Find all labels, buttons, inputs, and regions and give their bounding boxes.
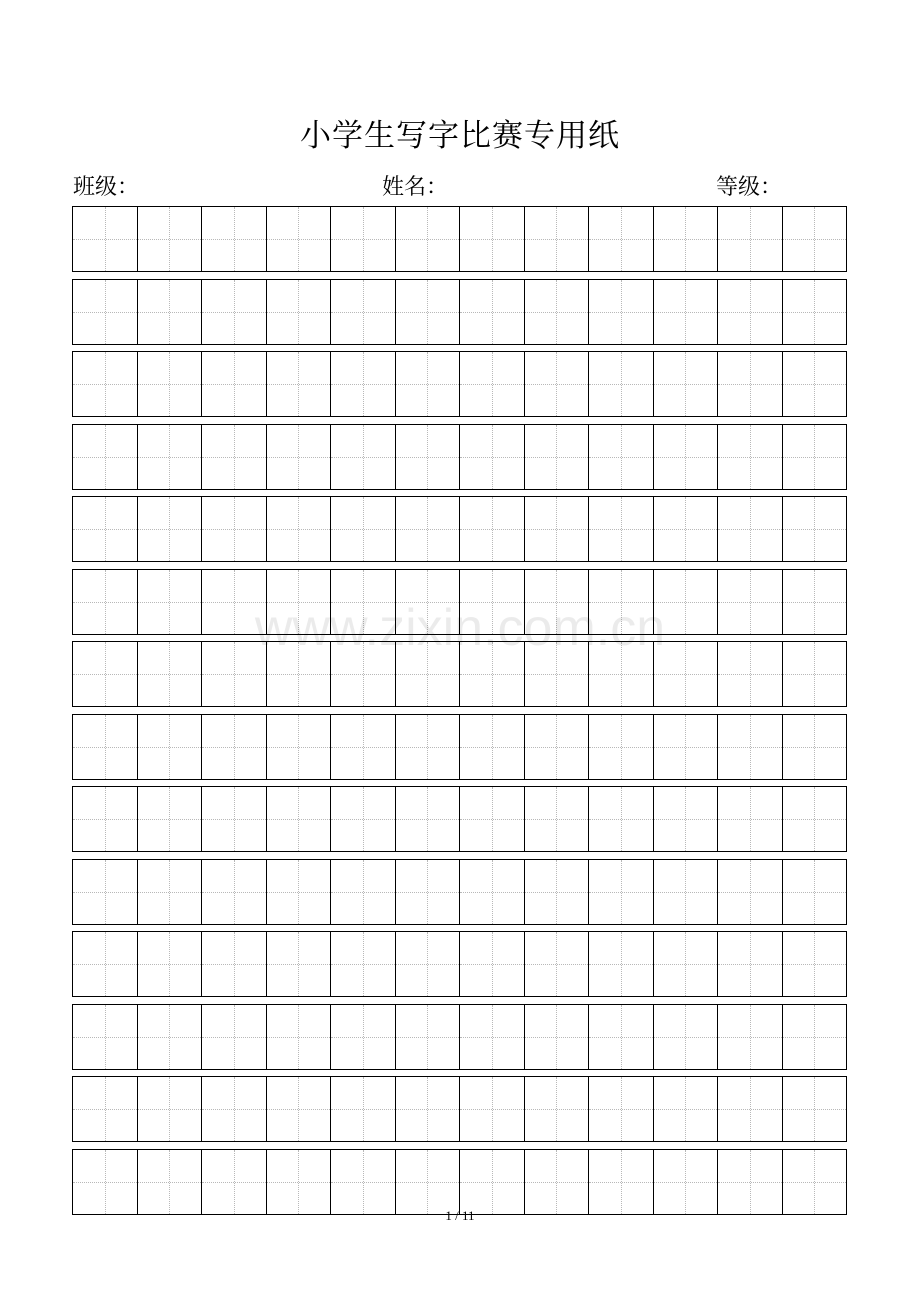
writing-cell xyxy=(396,570,461,634)
writing-cell xyxy=(331,207,396,271)
grid-row xyxy=(72,1076,847,1142)
writing-cell xyxy=(73,1150,138,1214)
writing-cell xyxy=(73,1077,138,1141)
writing-cell xyxy=(267,497,332,561)
name-label: 姓名： xyxy=(382,175,449,200)
writing-cell xyxy=(525,1077,590,1141)
writing-cell xyxy=(460,932,525,996)
page-number: 1 / 11 xyxy=(445,1208,475,1223)
writing-cell xyxy=(331,352,396,416)
writing-cell xyxy=(331,280,396,344)
writing-cell xyxy=(718,787,783,851)
writing-cell xyxy=(525,570,590,634)
writing-cell xyxy=(654,352,719,416)
writing-cell xyxy=(460,497,525,561)
writing-cell xyxy=(331,1005,396,1069)
writing-cell xyxy=(654,1150,719,1214)
writing-cell xyxy=(718,497,783,561)
writing-cell xyxy=(460,1150,525,1214)
writing-cell xyxy=(331,425,396,489)
writing-cell xyxy=(589,860,654,924)
grid-row xyxy=(72,569,847,635)
writing-cell xyxy=(525,352,590,416)
grid-row xyxy=(72,786,847,852)
writing-cell xyxy=(331,932,396,996)
writing-cell xyxy=(654,1077,719,1141)
writing-cell xyxy=(73,425,138,489)
writing-cell xyxy=(654,497,719,561)
writing-cell xyxy=(73,207,138,271)
writing-cell xyxy=(654,207,719,271)
writing-cell xyxy=(589,932,654,996)
writing-cell xyxy=(138,1150,203,1214)
writing-cell xyxy=(267,352,332,416)
writing-cell xyxy=(460,280,525,344)
writing-cell xyxy=(718,1005,783,1069)
writing-cell xyxy=(589,1077,654,1141)
writing-cell xyxy=(783,642,848,706)
writing-cell xyxy=(589,280,654,344)
writing-cell xyxy=(396,932,461,996)
writing-cell xyxy=(783,1005,848,1069)
writing-cell xyxy=(331,860,396,924)
grid-row xyxy=(72,351,847,417)
writing-cell xyxy=(589,715,654,779)
writing-cell xyxy=(525,932,590,996)
writing-cell xyxy=(138,1077,203,1141)
writing-cell xyxy=(267,280,332,344)
grid-row xyxy=(72,279,847,345)
writing-cell xyxy=(138,787,203,851)
writing-cell xyxy=(202,425,267,489)
class-label: 班级： xyxy=(73,175,140,200)
writing-grid xyxy=(72,206,847,1221)
writing-cell xyxy=(654,787,719,851)
writing-cell xyxy=(589,642,654,706)
writing-cell xyxy=(396,860,461,924)
writing-cell xyxy=(525,860,590,924)
writing-cell xyxy=(654,1005,719,1069)
writing-cell xyxy=(73,642,138,706)
writing-cell xyxy=(202,642,267,706)
writing-cell xyxy=(138,570,203,634)
grade-label: 等级： xyxy=(716,175,783,200)
writing-cell xyxy=(525,1005,590,1069)
writing-cell xyxy=(73,787,138,851)
writing-cell xyxy=(396,1077,461,1141)
writing-cell xyxy=(267,1005,332,1069)
writing-cell xyxy=(783,207,848,271)
grid-row xyxy=(72,641,847,707)
writing-cell xyxy=(396,425,461,489)
writing-cell xyxy=(654,642,719,706)
writing-cell xyxy=(396,715,461,779)
writing-cell xyxy=(783,570,848,634)
writing-cell xyxy=(525,642,590,706)
writing-cell xyxy=(267,1077,332,1141)
writing-cell xyxy=(589,1150,654,1214)
page-title: 小学生写字比赛专用纸 xyxy=(300,118,620,154)
writing-cell xyxy=(267,642,332,706)
writing-cell xyxy=(331,787,396,851)
writing-cell xyxy=(460,787,525,851)
writing-cell xyxy=(783,932,848,996)
writing-cell xyxy=(202,715,267,779)
writing-cell xyxy=(589,570,654,634)
writing-cell xyxy=(267,570,332,634)
writing-cell xyxy=(783,280,848,344)
writing-cell xyxy=(783,497,848,561)
grid-row xyxy=(72,714,847,780)
grid-row xyxy=(72,424,847,490)
writing-cell xyxy=(267,425,332,489)
writing-cell xyxy=(267,715,332,779)
writing-cell xyxy=(138,280,203,344)
writing-cell xyxy=(73,352,138,416)
writing-cell xyxy=(73,570,138,634)
writing-cell xyxy=(783,425,848,489)
writing-cell xyxy=(589,425,654,489)
writing-cell xyxy=(718,570,783,634)
writing-cell xyxy=(396,280,461,344)
writing-cell xyxy=(460,642,525,706)
writing-cell xyxy=(718,642,783,706)
writing-cell xyxy=(331,715,396,779)
writing-cell xyxy=(783,1077,848,1141)
writing-cell xyxy=(396,642,461,706)
writing-cell xyxy=(783,715,848,779)
writing-cell xyxy=(654,860,719,924)
writing-cell xyxy=(202,860,267,924)
grid-row xyxy=(72,1149,847,1215)
writing-cell xyxy=(718,425,783,489)
writing-cell xyxy=(718,352,783,416)
writing-cell xyxy=(718,1077,783,1141)
writing-cell xyxy=(525,280,590,344)
writing-cell xyxy=(396,497,461,561)
writing-cell xyxy=(331,1150,396,1214)
writing-cell xyxy=(331,642,396,706)
writing-cell xyxy=(718,280,783,344)
watermark: www.zixin.com.cn xyxy=(254,599,666,657)
writing-cell xyxy=(525,1150,590,1214)
writing-cell xyxy=(73,1005,138,1069)
writing-cell xyxy=(783,787,848,851)
writing-cell xyxy=(718,932,783,996)
grid-row xyxy=(72,859,847,925)
grid-row xyxy=(72,496,847,562)
writing-cell xyxy=(460,1005,525,1069)
writing-cell xyxy=(267,860,332,924)
grid-row xyxy=(72,1004,847,1070)
writing-cell xyxy=(202,932,267,996)
writing-cell xyxy=(525,207,590,271)
grid-row xyxy=(72,931,847,997)
writing-cell xyxy=(460,352,525,416)
writing-cell xyxy=(138,352,203,416)
writing-cell xyxy=(202,1005,267,1069)
writing-cell xyxy=(267,207,332,271)
writing-cell xyxy=(73,497,138,561)
writing-cell xyxy=(718,207,783,271)
writing-cell xyxy=(138,1005,203,1069)
writing-cell xyxy=(589,352,654,416)
writing-cell xyxy=(783,352,848,416)
writing-cell xyxy=(525,425,590,489)
writing-cell xyxy=(783,1150,848,1214)
writing-cell xyxy=(525,497,590,561)
writing-cell xyxy=(202,787,267,851)
writing-cell xyxy=(202,497,267,561)
writing-cell xyxy=(525,787,590,851)
writing-cell xyxy=(396,1005,461,1069)
writing-cell xyxy=(331,1077,396,1141)
writing-cell xyxy=(267,932,332,996)
writing-cell xyxy=(460,715,525,779)
writing-cell xyxy=(138,715,203,779)
writing-cell xyxy=(138,207,203,271)
writing-cell xyxy=(331,570,396,634)
writing-cell xyxy=(654,932,719,996)
writing-cell xyxy=(396,207,461,271)
writing-cell xyxy=(589,497,654,561)
writing-cell xyxy=(267,787,332,851)
writing-cell xyxy=(73,860,138,924)
writing-cell xyxy=(73,280,138,344)
writing-cell xyxy=(525,715,590,779)
writing-cell xyxy=(654,570,719,634)
writing-cell xyxy=(396,1150,461,1214)
writing-cell xyxy=(589,207,654,271)
writing-cell xyxy=(654,280,719,344)
writing-cell xyxy=(331,497,396,561)
writing-cell xyxy=(718,715,783,779)
writing-cell xyxy=(138,497,203,561)
writing-cell xyxy=(460,425,525,489)
writing-cell xyxy=(396,787,461,851)
writing-cell xyxy=(654,425,719,489)
writing-cell xyxy=(202,1077,267,1141)
writing-cell xyxy=(460,570,525,634)
writing-cell xyxy=(589,1005,654,1069)
writing-cell xyxy=(138,932,203,996)
writing-cell xyxy=(138,642,203,706)
writing-cell xyxy=(202,1150,267,1214)
writing-cell xyxy=(460,207,525,271)
writing-cell xyxy=(73,932,138,996)
writing-cell xyxy=(138,425,203,489)
writing-cell xyxy=(718,1150,783,1214)
writing-cell xyxy=(202,352,267,416)
writing-cell xyxy=(202,280,267,344)
grid-row xyxy=(72,206,847,272)
writing-cell xyxy=(202,570,267,634)
writing-cell xyxy=(396,352,461,416)
writing-cell xyxy=(783,860,848,924)
writing-cell xyxy=(460,1077,525,1141)
writing-cell xyxy=(460,860,525,924)
writing-cell xyxy=(73,715,138,779)
writing-cell xyxy=(589,787,654,851)
writing-cell xyxy=(202,207,267,271)
writing-cell xyxy=(654,715,719,779)
writing-cell xyxy=(267,1150,332,1214)
writing-cell xyxy=(138,860,203,924)
writing-cell xyxy=(718,860,783,924)
